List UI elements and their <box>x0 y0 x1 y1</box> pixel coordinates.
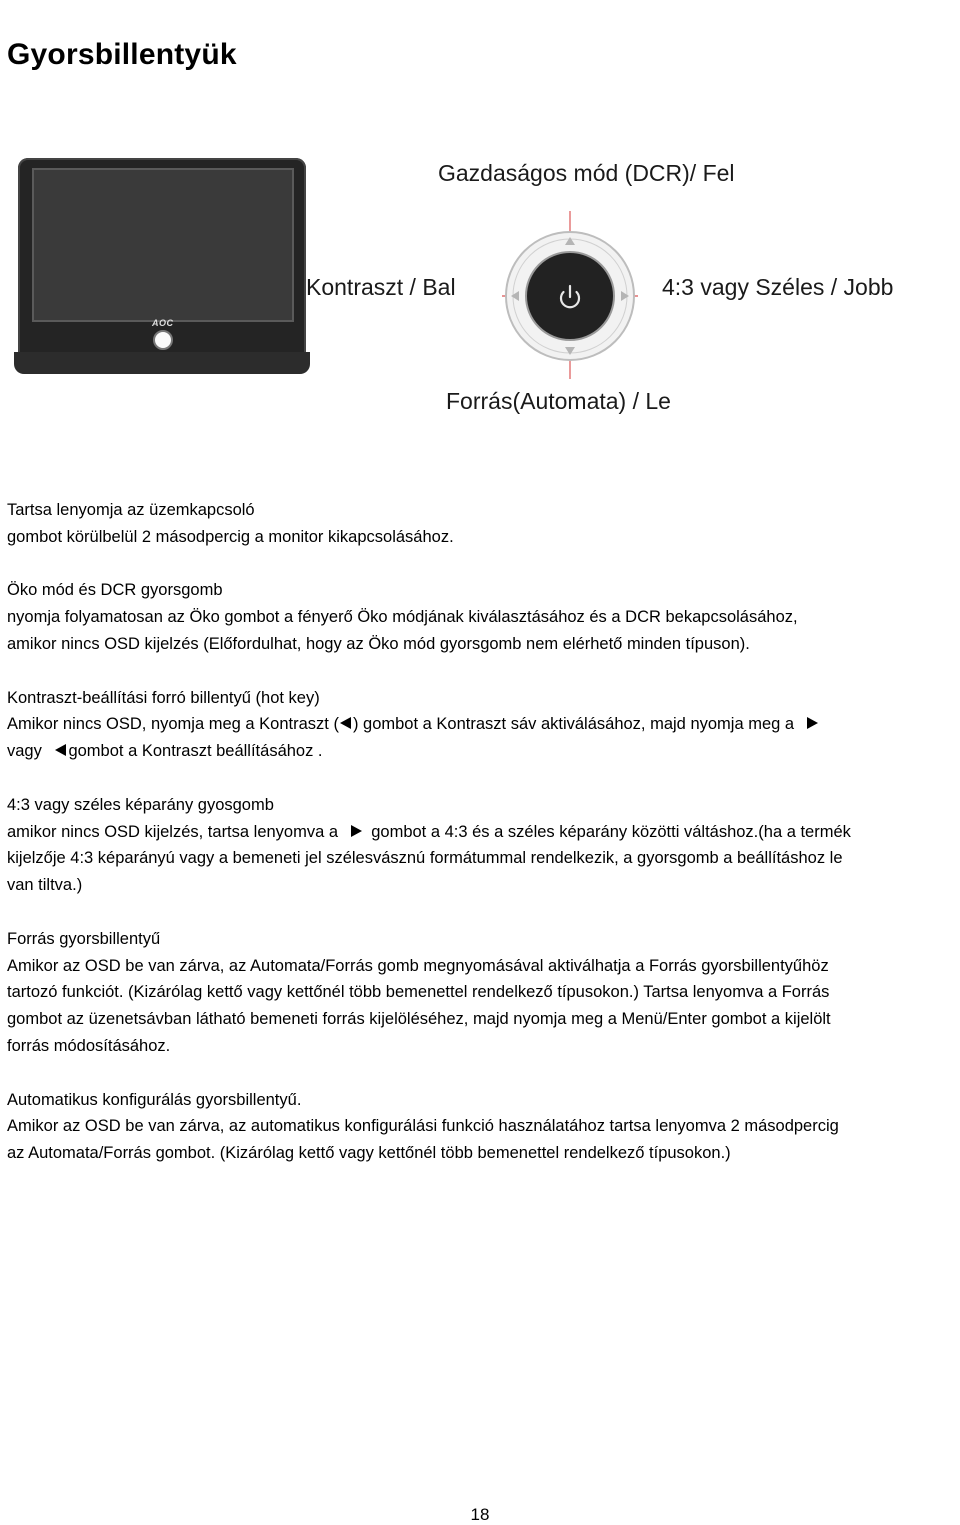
brand-logo: AOC <box>152 318 174 328</box>
power-section <box>7 497 957 551</box>
eco-line-1: nyomja folyamatosan az Öko gombot a fényerő Öko módjának kiválasztásához és a DCR bekapcsolásához, <box>7 608 798 627</box>
control-wheel <box>500 207 640 383</box>
arrow-right-icon <box>349 824 363 838</box>
contrast-text: Amikor nincs OSD, nyomja meg a Kontraszt ( <box>7 715 339 734</box>
power-line-1: Tartsa lenyomja az üzemkapcsoló <box>7 501 255 519</box>
source-line-2: tartozó funkciót. (Kizárólag kettő vagy kettőnél több bemenettel rendelkező típusokon.) Tartsa lenyomva a Forrás <box>7 983 830 1002</box>
label-right: 4:3 vagy Széles / Jobb <box>662 274 894 300</box>
autoconfig-section <box>7 1087 957 1167</box>
source-line-4: forrás módosításához. <box>7 1036 171 1055</box>
arrow-left-icon <box>54 743 68 757</box>
contrast-text: ) gombot a Kontraszt sáv aktiválásához, majd nyomja meg a <box>352 715 795 734</box>
monitor-icon <box>18 158 306 370</box>
label-up: Gazdaságos mód (DCR)/ Fel <box>438 160 735 186</box>
eco-section <box>7 577 957 657</box>
contrast-text: gombot a Kontraszt beállításához . <box>68 742 323 761</box>
source-line-1: Amikor az OSD be van zárva, az Automata/Forrás gomb megnyomásával aktiválhatja a Forrás gyorsbillentyűhöz <box>7 956 829 975</box>
aspect-line-1 <box>7 819 957 846</box>
autoconfig-line-2: az Automata/Forrás gombot. (Kizárólag kettő vagy kettőnél több bemenettel rendelkező típusokon.) <box>7 1144 731 1163</box>
power-line-2: gombot körülbelül 2 másodpercig a monitor kikapcsolásához. <box>7 527 454 546</box>
source-heading: Forrás gyorsbillentyű <box>7 929 161 948</box>
eco-line-2: amikor nincs OSD kijelzés (Előfordulhat, hogy az Öko mód gyorsgomb nem elérhető minden típuson). <box>7 634 750 653</box>
page-number: 18 <box>470 1505 490 1524</box>
label-down: Forrás(Automata) / Le <box>446 388 671 414</box>
contrast-text: vagy <box>7 742 42 761</box>
document-body <box>7 497 957 1167</box>
source-section <box>7 926 957 1060</box>
autoconfig-line-1: Amikor az OSD be van zárva, az automatikus konfigurálási funkció használatához tartsa lenyomva 2 másodpercig <box>7 1117 839 1136</box>
aspect-text: amikor nincs OSD kijelzés, tartsa lenyomva a <box>7 822 339 841</box>
aspect-heading: 4:3 vagy széles képarány gyosgomb <box>7 795 274 814</box>
page-title: Gyorsbillentyük <box>7 38 237 71</box>
contrast-line-1 <box>7 711 957 738</box>
aspect-line-2: kijelzője 4:3 képarányú vagy a bemeneti jel szélesvásznú formátummal rendelkezik, a gyorsgomb a beállításhoz le <box>7 849 843 868</box>
source-line-3: gombot az üzenetsávban látható bemeneti forrás kijelöléséhez, majd nyomja meg a Menü/Enter gombot a kijelölt <box>7 1010 831 1029</box>
aspect-line-3: van tiltva.) <box>7 876 83 895</box>
monitor-bezel-bottom <box>14 352 310 374</box>
monitor-screen <box>32 168 294 322</box>
monitor-power-button <box>153 330 173 350</box>
arrow-left-icon <box>339 716 353 730</box>
eco-heading: Öko mód és DCR gyorsgomb <box>7 581 223 600</box>
label-left: Kontraszt / Bal <box>306 274 456 300</box>
autoconfig-heading: Automatikus konfigurálás gyorsbillentyű. <box>7 1090 302 1109</box>
contrast-heading: Kontraszt-beállítási forró billentyű (hot key) <box>7 688 320 707</box>
contrast-line-2 <box>7 738 957 765</box>
contrast-section <box>7 685 957 765</box>
arrow-right-icon <box>805 716 819 730</box>
aspect-text: gombot a 4:3 és a széles képarány közötti váltáshoz.(ha a termék <box>371 822 851 841</box>
aspect-section <box>7 792 957 899</box>
